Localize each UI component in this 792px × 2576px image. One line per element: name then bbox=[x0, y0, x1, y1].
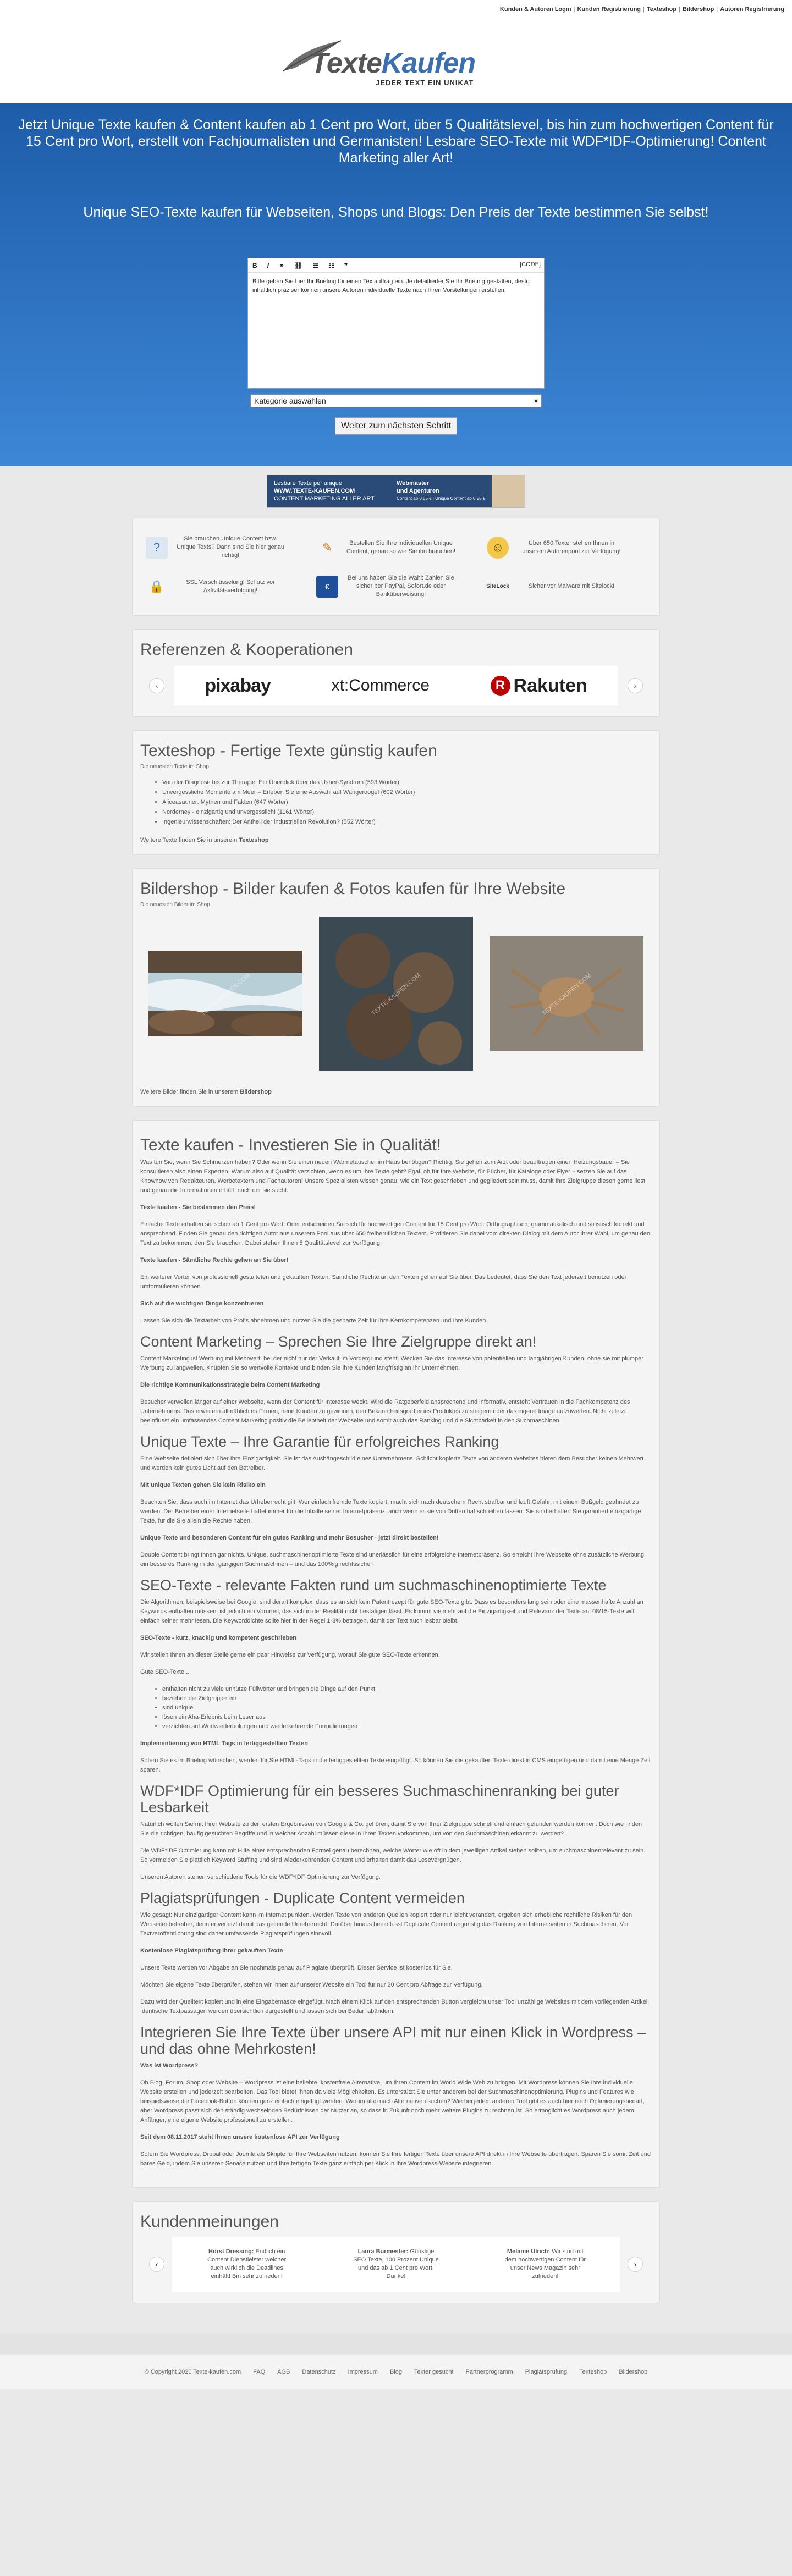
article-title: Texte kaufen - Investieren Sie in Qualität! bbox=[140, 1136, 441, 1154]
footer-link-impressum[interactable]: Impressum bbox=[348, 2369, 378, 2375]
section-heading: Plagiatsprüfungen - Duplicate Content vermeiden bbox=[140, 1890, 465, 1906]
briefing-editor[interactable] bbox=[248, 258, 544, 389]
unlink-icon[interactable]: ⛓ bbox=[294, 261, 303, 269]
quote-icon[interactable]: ❞ bbox=[344, 261, 348, 269]
lock-icon: 🔒 bbox=[149, 579, 164, 593]
code-toggle[interactable]: [CODE] bbox=[520, 261, 541, 268]
review-item: Melanie Ulrich: Wir sind mit dem hochwertigen Content für unser News Magazin sehr zufrieden! bbox=[504, 2248, 586, 2280]
section-heading: Unique Texte – Ihre Garantie für erfolgreiches Ranking bbox=[140, 1433, 499, 1450]
italic-icon[interactable]: I bbox=[267, 261, 270, 269]
review-item: Horst Dressing: Endlich ein Content Dienstleister welcher auch wirklich die Deadlines einhält! Bin sehr zufrieden! bbox=[207, 2248, 287, 2280]
shop-image-crabs[interactable] bbox=[319, 917, 473, 1072]
top-links: Kunden & Autoren Login | Kunden Registrierung | Texteshop | Bildershop | Autoren Registrierung bbox=[0, 0, 792, 19]
article-panel: Texte kaufen - Investieren Sie in Qualität! Was tun Sie, wenn Sie Schmerzen haben? Oder wenn Sie einen neuen Wärmetauscher im Haus benötigen? Richtig. Sie gehen zum Arzt oder beauftragen einen Heizungsbauer – Sie konsultieren also einen Experten. Warum also auf Qualität verzichten, wenn es um Ihre Texte geht? Egal, ob für Ihre Website, für Bücher, für Kataloge oder Flyer – setzen Sie auf das Knowhow von Redakteuren, Werbetextern und Fachautoren! Unsere Spezialisten wissen genau, wie ein Text geschrieben und gegliedert sein muss, damit Ihre Zielgruppe diesen gerne liest und genau die Informationen erhält, nach der sie sucht. Texte kaufen - Sie bestimmen den Preis! Einfache Texte erhalten sie schon ab 1 Cent pro Wort. Oder entscheiden Sie sich für hochwertigen Content für 15 Cent pro Wort. Orthographisch, grammatikalisch und stilistisch korrekt und ansprechend. Finden Sie genau den richtigen Autor aus unserem Pool aus über 650 freiberuflichen Textern. Profitieren Sie dabei vom direkten Dialog mit dem Autor Ihrer Wahl, um genau den Text zu bekommen, den Sie brauchen. Dabei stehen Ihnen 5 Qualitätslevel zur Verfügung. Texte kaufen - Sämtliche Rechte gehen an Sie über! Ein weiterer Vorteil von professionell gestalteten und gekauften Texten: Sämtliche Rechte an den Texten gehen auf Sie über. Das bedeutet, dass Sie den Text jederzeit benutzen oder umformulieren können. Sich auf die wichtigen Dinge konzentrieren Lassen Sie sich die Textarbeit von Profis abnehmen und nutzen Sie die gesparte Zeit für Ihre Kernkompetenzen und Ihre Kunden. Content Marketing – Sprechen Sie Ihre Zielgruppe direkt an! Content Marketing ist Werbung mit Mehrwert, bei der nicht nur der Verkauf im Vordergrund steht. Wecken Sie das Interesse von potentiellen und langjährigen Kunden, ohne sie mit plumper Werbung zu langweilen. Knüpfen Sie so wertvolle Kontakte und binden Sie Ihre Kunden langfristig an Ihr Unternehmen. Die richtige Kommunikationsstrategie beim Content Marketing Besucher verweilen länger auf einer Webseite, wenn der Content für Interesse weckt. Wird die Ratgeberfeld ansprechend und informativ, entsteht Vertrauen in die Fachkompetenz des Unternehmens. Das erweitern allmählich es Firmen, neue Kunden zu gewinnen, den Bekanntheitsgrad eines Produktes zu steigern oder das eigene Image aufzuwerten. Nicht zuletzt beeinflusst ein umfassendes Content Marketing positiv die Beliebtheit der Webseite und somit auch das Ranking und die Sichtbarkeit in den Suchmaschinen. Unique Texte – Ihre Garantie für erfolgreiches Ranking Eine Webseite definiert sich über Ihre Einzigartigkeit. Sie ist das Aushängeschild eines Unternehmens. Schlicht kopierte Texte von anderen Websites bieten dem Besucher keinen Mehrwert und werden kein gutes Licht auf den Betreiber. Mit unique Texten gehen Sie kein Risiko ein Beachten Sie, dass auch im Internet das Urheberrecht gilt. Wer einfach fremde Texte kopiert, macht sich nach deutschem Recht strafbar und lauft Gefahr, mit einem Bußgeld geahndet zu werden. Der Betreiber einer Internetseite haftet immer für die Inhalte seiner Internetpräsenz, auch wenn er sie von Dritten hat schreiben lassen. Sie sind erhalten Sie garantiert einzigartige Texte, für die Sie allein die Rechte haben. Unique Texte und besonderen Content für ein gutes Ranking und mehr Besucher - jetzt direkt bestellen! Double Content bringt Ihnen gar nichts. Unique, suchmaschinenoptimierte Texte sind unerlässlich für eine erfolgreiche Internetpräsenz. So erreicht Ihre Webseite ohne zusätzliche Werbung ein besseres Ranking in den gängigen Suchmaschinen – und das 100%ig rechtssicher! SEO-Texte - relevante Fakten rund um suchmaschinenoptimierte Texte Die Algorithmen, beispielsweise bei Google, sind derart komplex, dass es an sich kein Patentrezept für gute SEO-Texte gibt. Dass es besonders lang sein oder eine massenhafte Anzahl an Keywords enthalten müssen, ist jedoch ein Vorurteil, das sich in der Realität nicht bestätigen lässt. Es kommt vielmehr auf die Einzigartigkeit und Relevanz der Texte an. 08/15-Texte will einfach keiner mehr lesen. Die Keyworddichte sollte hier in der Regel 1-3% betragen, damit der Text auch lesbar bleibt. SEO-Texte - kurz, knackig und kompetent geschrieben Wir stellen Ihnen an dieser Stelle gerne ein paar Hinweise zur Verfügung, worauf Sie gute SEO-Texte erkennen. Gute SEO-Texte... • enthalten nicht zu viele unnütze Füllwörter und bringen die Dinge auf den Punkt • beziehen die Zielgruppe ein • sind unique • lösen ein Aha-Erlebnis beim Leser aus • verzichten auf Wortwiederholungen und wiederkehrende Formulierungen Implementierung von HTML Tags in fertiggestellten Texten Sofern Sie es im Briefing wünschen, werden für Sie HTML-Tags in die fertiggestellten Texte eingefügt. So können Sie die gekauften Texte direkt in CMS eingefügen und damit eine Menge Zeit sparen. WDF*IDF Optimierung für ein besseres Suchmaschinenranking bei guter Lesbarkeit Natürlich wollen Sie mit Ihrer Website zu den ersten Ergebnissen von Google & Co. gehören, damit Sie von Ihrer Zielgruppe schnell und einfach gefunden werden können. Doch wie finden Sie die richtigen, häufig gesuchten Begriffe und in welcher Anzahl müssen diese in Ihren Texten vorkommen, um von den Suchmaschinen erkannt zu werden? Die WDF*IDF Optimierung kann mit Hilfe einer entsprechenden Formel genau berechnen, welche Wörter wie oft in dem jeweiligen Artikel stehen sollten, um suchmaschinenrelevant zu sein. So vermeiden Sie plattlich Keyword Stuffing und sind wiederkehrenden Content und erhalten damit das Lesevergnügen. Unseren Autoren stehen verschiedene Tools für die WDF*IDF Optimierung zur Verfügung. Plagiatsprüfungen - Duplicate Content vermeiden Wie gesagt: Nur einzigartiger Content kann im Internet punkten. Werden Texte von anderen Quellen kopiert oder nur leicht verändert, ergeben sich erhebliche rechtliche Risiken für den Webseitenbetreiber, denn er verletzt damit das geltende Urheberrecht. Darüber hinaus beeinflusst Duplicate Content ungünstig das Ranking von Internetseiten in Suchmaschinen. Vor Textveröffentlichung sind daher umfassende Plagiatsprüfungen sinnvoll. Kostenlose Plagiatsprüfung Ihrer gekauften Texte Unsere Texte werden vor Abgabe an Sie nochmals genau auf Plagiate überprüft. Dieser Service ist kostenlos für Sie. Möchten Sie eigene Texte überprüfen, stehen wir Ihnen auf unserer Website ein Tool für nur 30 Cent pro Abfrage zur Verfügung. Dazu wird der Quelltext kopiert und in eine Eingabemaske eingefügt. Nach einem Klick auf den entsprechenden Button vergleicht unser Tool unzählige Websites mit dem vorliegenden Artikel. Identische Textpassagen werden übersichtlich dargestellt und lassen sich bei Bedarf abändern. Integrieren Sie Ihre Texte über unsere API mit nur einen Klick in Wordpress – und das ohne Mehrkosten! Was ist Wordpress? Ob Blog, Forum, Shop oder Website – Wordpress ist eine beliebte, kostenfreie Alternative, um Ihren Content im World Wide Web zu bringen. Mit Wordpress können Sie Ihre individuelle Website erstellen und jederzeit bearbeiten. Das Tool bietet Ihnen da viele Möglichkeiten. Es unterstützt Sie unter anderem bei der Suchmaschinenoptimierung. Plugins und Features wie beispielsweise die Facebook-Button können ganz einfach eingefügt werden. Warum also nach Alternativen suchen? Wie bei jedem anderen Tool gibt es auch hier noch Optimierungsbedarf, aber Wordpress passt sich den ständig wechselnden Bedürfnissen der Nutzer an, so dass in Zukunft noch mehr weitere Plugins zu rechnen ist. So ermöglicht es Wordpress auch jedem Anfänger, eine eigene Website professionell zu erstellen. Seit dem 08.11.2017 steht Ihnen unsere kostenlose API zur Verfügung Sofern Sie Wordpress, Drupal oder Joomla als Skripte für Ihre Webseiten nutzen, können Sie Ihre fertigen Texte über unsere API direkt in Ihre Webseite übertragen. Sparen Sie somit Zeit und bares Geld, indem Sie unseren Service nutzen und Ihre fertigen Texte ganz einfach per Klick in Ihre Wordpress-Website integrieren. bbox=[132, 1120, 660, 2188]
feature-item: ? Sie brauchen Unique Content bzw. Unique Texts? Dann sind Sie hier genau richtig! bbox=[140, 535, 311, 560]
hero-headline: Jetzt Unique Texte kaufen & Content kaufen ab 1 Cent pro Wort, über 5 Qualitätslevel, bis hin zum hochwertigen Content für 15 Cent pro Wort, erstellt von Fachjournalisten und Germanisten! Lesbare SEO-Texte mit WDF*IDF-Optimierung! Content Marketing aller Art! bbox=[18, 117, 774, 166]
list-item[interactable]: • Von der Diagnose bis zur Therapie: Ein Überblick über das Usher-Syndrom (593 Wörter) bbox=[162, 777, 652, 787]
link-icon[interactable]: ⚭ bbox=[279, 261, 285, 269]
reference-logos bbox=[174, 666, 618, 705]
textshop-panel: Texteshop - Fertige Texte günstig kaufen Die neuesten Texte im Shop • Von der Diagnose bis zur Therapie: Ein Überblick über das Usher-Syndrom (593 Wörter) • Unvergessliche Momente am Meer – Erleben Sie eine Auswahl auf Wangerooge! (602 Wörter) • Aliceasaurier: Mythen und Fakten (647 Wörter) • Norderney - einzigartig und unvergesslich! (1161 Wörter) • Ingenieurwissenschaften: Der Antheil der industriellen Revolution? (552 Wörter) Weitere Texte finden Sie in unserem Texteshop bbox=[132, 730, 660, 855]
references-title: Referenzen & Kooperationen bbox=[140, 641, 353, 659]
sitelock-icon: SiteLock bbox=[486, 583, 509, 589]
section-heading: Integrieren Sie Ihre Texte über unsere API mit nur einen Klick in Wordpress – und das ohne Mehrkosten! bbox=[140, 2024, 646, 2057]
seo-tips-list bbox=[140, 1685, 652, 1731]
payment-icon: € bbox=[316, 576, 338, 598]
banner-row bbox=[0, 466, 792, 516]
brand-name: TexteKaufen bbox=[311, 47, 476, 79]
reviews-list bbox=[172, 2237, 620, 2292]
numbered-list-icon[interactable]: ☷ bbox=[328, 261, 334, 269]
footer bbox=[0, 2355, 792, 2389]
list-item: • verzichten auf Wortwiederholungen und wiederkehrende Formulierungen bbox=[162, 1722, 652, 1731]
xtcommerce-logo[interactable]: xt:Commerce bbox=[331, 676, 430, 694]
rakuten-logo[interactable]: R Rakuten bbox=[491, 675, 587, 697]
list-item[interactable]: • Aliceasaurier: Mythen und Fakten (647 Wörter) bbox=[162, 797, 652, 807]
carousel-prev-button[interactable]: ‹ bbox=[149, 678, 164, 693]
textshop-link[interactable]: Texteshop bbox=[646, 6, 677, 13]
question-icon: ? bbox=[146, 537, 168, 559]
footer-link-texteshop[interactable]: Texteshop bbox=[579, 2369, 607, 2375]
feature-item: € Bei uns haben Sie die Wahl: Zahlen Sie sicher per PayPal, Sofort.de oder Banküberweisung! bbox=[311, 574, 481, 599]
header bbox=[0, 19, 792, 103]
banner-photo bbox=[492, 475, 525, 507]
list-item: • beziehen die Zielgruppe ein bbox=[162, 1694, 652, 1703]
reviews-next-button[interactable]: › bbox=[628, 2257, 643, 2272]
shop-image-waterfall[interactable] bbox=[148, 951, 302, 1038]
feature-item: ✎ Bestellen Sie Ihre individuellen Unique Content, genau so wie Sie ihn brauchen! bbox=[311, 535, 481, 560]
section-heading: Content Marketing – Sprechen Sie Ihre Zielgruppe direkt an! bbox=[140, 1333, 537, 1350]
footer-link-plagiat[interactable]: Plagiatsprüfung bbox=[525, 2369, 568, 2375]
login-link[interactable]: Kunden & Autoren Login bbox=[499, 6, 571, 13]
list-item[interactable]: • Ingenieurwissenschaften: Der Antheil der industriellen Revolution? (552 Wörter) bbox=[162, 817, 652, 827]
feature-item: SiteLock Sicher vor Malware mit Sitelock! bbox=[481, 574, 652, 599]
reviews-panel bbox=[132, 2201, 660, 2303]
feature-item: ☺ Über 650 Texter stehen Ihnen in unserem Autorenpool zur Verfügung! bbox=[481, 535, 652, 560]
footer-link-blog[interactable]: Blog bbox=[389, 2369, 402, 2375]
image-watermark: TEXTE-KAUFEN.COM bbox=[370, 972, 422, 1017]
footer-link-datenschutz[interactable]: Datenschutz bbox=[302, 2369, 336, 2375]
category-select[interactable]: Kategorie auswählen ▾ bbox=[250, 394, 542, 407]
rakuten-r-icon: R bbox=[491, 676, 510, 696]
list-item[interactable]: • Unvergessliche Momente am Meer – Erleben Sie eine Auswahl auf Wangerooge! (602 Wörter) bbox=[162, 787, 652, 797]
list-item: • enthalten nicht zu viele unnütze Füllwörter und bringen die Dinge auf den Punkt bbox=[162, 1685, 652, 1694]
shop-image-crab[interactable] bbox=[490, 936, 644, 1052]
list-item: • lösen ein Aha-Erlebnis beim Leser aus bbox=[162, 1713, 652, 1722]
feature-item: 🔒 SSL Verschlüsselung! Schutz vor Aktivitätsverfolgung! bbox=[140, 574, 311, 599]
brand-tagline: JEDER TEXT EIN UNIKAT bbox=[376, 79, 474, 87]
hero-subheadline: Unique SEO-Texte kaufen für Webseiten, Shops und Blogs: Den Preis der Texte bestimmen Sie selbst! bbox=[83, 205, 709, 220]
smiley-icon: ☺ bbox=[487, 537, 509, 559]
briefing-textarea[interactable]: Bitte geben Sie hier Ihr Briefing für einen Textauftrag ein. Je detaillierter Sie Ihr Briefing gestalten, desto inhaltlich präziser können unsere Autoren individuelle Texte nach Ihren Vorstellungen erstellen. bbox=[252, 278, 530, 294]
bullet-list-icon[interactable]: ☰ bbox=[312, 261, 319, 269]
imageshop-more-link[interactable]: Bildershop bbox=[240, 1089, 272, 1095]
bold-icon[interactable]: B bbox=[252, 261, 257, 269]
customer-register-link[interactable]: Kunden Registrierung bbox=[577, 6, 641, 13]
site-logo[interactable] bbox=[278, 34, 514, 89]
list-item: • sind unique bbox=[162, 1703, 652, 1713]
carousel-next-button[interactable]: › bbox=[628, 678, 643, 693]
hero-section bbox=[0, 103, 792, 466]
imageshop-link[interactable]: Bildershop bbox=[682, 6, 714, 13]
reviews-prev-button[interactable]: ‹ bbox=[149, 2257, 164, 2272]
image-watermark: TEXTE-KAUFEN.COM bbox=[541, 972, 592, 1017]
footer-strip bbox=[0, 2333, 792, 2355]
promo-banner[interactable]: Lesbare Texte per unique WWW.TEXTE-KAUFEN.COM CONTENT MARKETING ALLER ART Webmaster und Agenturen Content ab 0,65 € | Unique Content ab 0,85 € bbox=[267, 475, 525, 508]
chevron-down-icon: ▾ bbox=[534, 396, 538, 405]
footer-link-texter[interactable]: Texter gesucht bbox=[414, 2369, 454, 2375]
list-item[interactable]: • Norderney - einzigartig und unvergesslich! (1161 Wörter) bbox=[162, 807, 652, 817]
pixabay-logo[interactable]: pixabay bbox=[205, 675, 271, 696]
features-panel bbox=[132, 518, 660, 616]
footer-link-bildershop[interactable]: Bildershop bbox=[619, 2369, 648, 2375]
editor-toolbar bbox=[248, 258, 544, 273]
section-heading: WDF*IDF Optimierung für ein besseres Suchmaschinenranking bei guter Lesbarkeit bbox=[140, 1783, 619, 1816]
footer-link-agb[interactable]: AGB bbox=[277, 2369, 290, 2375]
textshop-list bbox=[140, 777, 652, 827]
section-heading: SEO-Texte - relevante Fakten rund um suchmaschinenoptimierte Texte bbox=[140, 1577, 607, 1593]
copyright: © Copyright 2020 Texte-kaufen.com bbox=[144, 2369, 241, 2375]
reviews-title: Kundenmeinungen bbox=[140, 2213, 279, 2231]
pencil-icon: ✎ bbox=[322, 540, 333, 554]
imageshop-title: Bildershop - Bilder kaufen & Fotos kaufen für Ihre Website bbox=[140, 880, 566, 898]
textshop-more-link[interactable]: Texteshop bbox=[239, 837, 269, 843]
review-item: Laura Burmester: Günstige SEO Texte, 100 Prozent Unique und das ab 1 Cent pro Wort! Danke! bbox=[353, 2248, 439, 2280]
author-register-link[interactable]: Autoren Registrierung bbox=[720, 6, 784, 13]
imageshop-panel: Bildershop - Bilder kaufen & Fotos kaufen für Ihre Website Die neuesten Bilder im Shop TEXTE-KAUFEN.COM TEXTE-KAUFEN.COM TEXTE-KAUFEN.COM Weitere Bilder finden Sie in unserem Bildershop bbox=[132, 868, 660, 1107]
references-panel bbox=[132, 629, 660, 717]
image-watermark: TEXTE-KAUFEN.COM bbox=[200, 972, 251, 1017]
footer-link-faq[interactable]: FAQ bbox=[253, 2369, 266, 2375]
textshop-title: Texteshop - Fertige Texte günstig kaufen bbox=[140, 742, 437, 760]
next-step-button[interactable]: Weiter zum nächsten Schritt bbox=[335, 417, 457, 435]
footer-link-partner[interactable]: Partnerprogramm bbox=[465, 2369, 513, 2375]
